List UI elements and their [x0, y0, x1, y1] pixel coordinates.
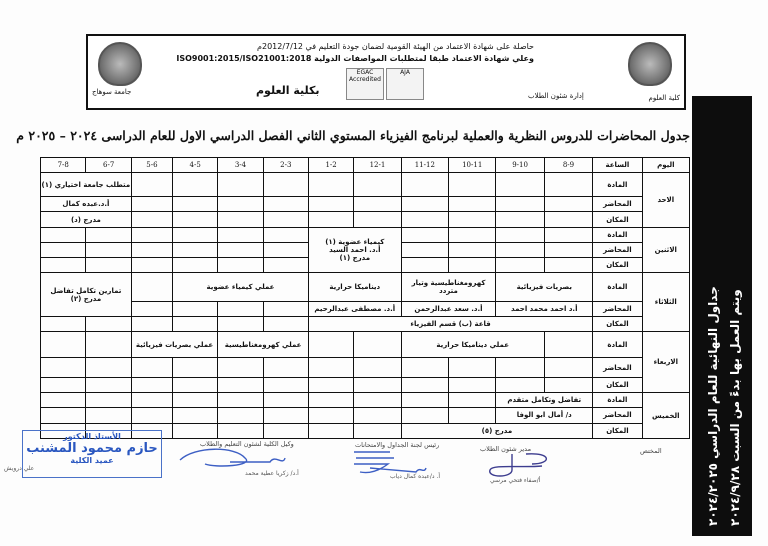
row-label-lecturer: المحاضر — [593, 197, 642, 212]
vice-dean-signature-icon — [175, 444, 295, 470]
tuesday-em-lecturer: أ.د. سعد عبدالرحمن — [401, 301, 496, 316]
affairs-signature-icon — [482, 450, 552, 480]
day-thursday: الخميس — [642, 393, 689, 439]
aja-cert-icon: AJA — [386, 68, 424, 100]
university-logo-icon — [98, 42, 142, 86]
hour-12-1: 12-1 — [354, 158, 401, 173]
tuesday-calculus-title: تمارين تكامل تفاضل — [50, 286, 122, 295]
banner-line-1: جداول النهائية للعام الدراسي ٢٠٢٤/٢٠٢٥ — [706, 286, 720, 526]
tuesday-thermodynamics: ديناميكا حرارية — [308, 273, 401, 301]
row-label-lecturer: المحاضر — [593, 358, 642, 378]
faculty-right-name: كلية العلوم — [648, 94, 680, 102]
row-label-subject: المادة — [593, 332, 642, 358]
row-label-lecturer: المحاضر — [593, 408, 642, 423]
sunday-elective-place: مدرج (د) — [41, 212, 132, 227]
row-label-lecturer: المحاضر — [593, 301, 642, 316]
effective-date-banner — [692, 96, 752, 536]
monday-subject-row — [41, 227, 690, 242]
day-tuesday: الثلاثاء — [642, 273, 689, 332]
schedule-table — [40, 157, 690, 439]
hour-10-11: 10-11 — [449, 158, 496, 173]
tuesday-lecturer-row — [41, 301, 690, 316]
hour-5-6: 5-6 — [131, 158, 172, 173]
row-label-subject: المادة — [593, 227, 642, 242]
stamp-extra: علي درويش — [4, 465, 35, 472]
thursday-lecturer-row — [41, 408, 690, 423]
tuesday-optics-lecturer: أ.د احمد محمد احمد — [496, 301, 593, 316]
row-label-lecturer: المحاضر — [593, 242, 642, 257]
row-label-place: المكان — [593, 377, 642, 392]
hour-11-12: 11-12 — [401, 158, 448, 173]
row-label-place: المكان — [593, 423, 642, 438]
hour-header: الساعة — [593, 158, 642, 173]
hour-3-4: 3-4 — [218, 158, 263, 173]
document-title: جدول المحاضرات للدروس النظرية والعملية لبرنامج الفيزياء المستوي الثاني الفصل الدراسي الاول للعام الدراسى ٢٠٢٤ – ٢٠٢٥ م — [16, 128, 690, 143]
sunday-elective-lecturer: أ.د.عبده كمال — [41, 197, 132, 212]
vice-dean-label: وكيل الكلية لشئون التعليم والطلاب — [200, 440, 294, 448]
thursday-calculus-lecturer: د/ أمال ابو الوفا — [496, 408, 593, 423]
banner-line-2: ويتم العمل بها بدءً من السبت ٢٠٢٤/٩/٢٨ — [728, 289, 742, 526]
affairs-name: أ/صفاء فتحي مرسي — [490, 477, 541, 484]
committee-label: رئيس لجنة الجداول والامتحانات — [355, 441, 440, 449]
tuesday-electromagnetism: كهرومغناطيسية وتيار متردد — [401, 273, 496, 301]
hour-2-3: 2-3 — [263, 158, 308, 173]
faculty-logo-icon — [628, 42, 672, 86]
hour-6-7: 6-7 — [86, 158, 131, 173]
row-label-place: المكان — [593, 258, 642, 273]
wednesday-practical-em: عملي كهرومغناطيسية — [218, 332, 309, 358]
thursday-subject-row — [41, 393, 690, 408]
vice-dean-name: أ.د/ زكريا عطية محمد — [245, 470, 299, 477]
day-sunday: الاحد — [642, 173, 689, 227]
egac-cert-icon: EGAC Accredited — [346, 68, 384, 100]
monday-organic-chem — [308, 227, 401, 273]
day-wednesday: الاربعاء — [642, 332, 689, 393]
sunday-place-row — [41, 212, 690, 227]
accreditation-line-1: حاصلة على شهادة الاعتماد من الهيئة القومية لضمان جودة التعليم في 2012/7/12م — [257, 42, 534, 51]
committee-name: أ. د/عبده كمال دياب — [390, 473, 441, 480]
stamp-name: حازم محمود المشنب — [26, 441, 158, 456]
row-label-subject: المادة — [593, 173, 642, 197]
stamp-title: الأستاذ الدكتور — [63, 432, 121, 441]
faculty-center-title: بكلية العلوم — [256, 84, 320, 97]
hour-1-2: 1-2 — [308, 158, 353, 173]
row-label-place: المكان — [593, 316, 642, 331]
hour-9-10: 9-10 — [496, 158, 544, 173]
tuesday-calculus-place: مدرج (٢) — [70, 294, 102, 303]
tuesday-physical-optics: بصريات فيزيائية — [496, 273, 593, 301]
wednesday-place-row — [41, 377, 690, 392]
sunday-subject-row — [41, 173, 690, 197]
thursday-advanced-calculus: تفاضل وتكامل متقدم — [496, 393, 593, 408]
wednesday-subject-row — [41, 332, 690, 358]
letterhead — [86, 34, 686, 110]
dean-stamp — [22, 430, 162, 478]
department-name: إدارة شئون الطلاب — [528, 92, 584, 100]
stamp-role: عميد الكلية — [70, 456, 114, 465]
wednesday-lecturer-row — [41, 358, 690, 378]
tuesday-subject-row — [41, 273, 690, 301]
affairs-label: مدير شئون الطلاب — [480, 445, 532, 453]
hour-8-9: 8-9 — [544, 158, 592, 173]
tuesday-calculus-exercises — [41, 273, 132, 317]
monday-organic-lecturer: أ.د. احمد السيد — [329, 245, 381, 254]
tuesday-hall: قاعة (ب) قسم الفيزياء — [308, 316, 592, 331]
monday-organic-place: مدرج (١) — [339, 254, 371, 263]
university-name: جامعة سوهاج — [92, 88, 132, 96]
hour-7-8: 7-8 — [41, 158, 86, 173]
row-label-subject: المادة — [593, 273, 642, 301]
monday-organic-subject: كيمياء عضوية (١) — [325, 237, 385, 246]
hours-header-row — [41, 158, 690, 173]
tuesday-practical-organic: عملي كيمياء عضوية — [173, 273, 309, 301]
sunday-lecturer-row — [41, 197, 690, 212]
row-label-subject: المادة — [593, 393, 642, 408]
day-monday: الاثنين — [642, 227, 689, 273]
row-label-place: المكان — [593, 212, 642, 227]
sunday-elective-subject: متطلب جامعة اختياري (١) — [41, 173, 132, 197]
tuesday-place-row — [41, 316, 690, 331]
hour-4-5: 4-5 — [173, 158, 218, 173]
specialist-label: المختص — [640, 447, 662, 455]
thursday-calculus-place: مدرج (٥) — [401, 423, 593, 438]
wednesday-practical-optics: عملي بصريات فيزيائية — [131, 332, 218, 358]
wednesday-practical-thermo: عملي ديناميكا حرارية — [401, 332, 544, 358]
day-header: اليوم — [642, 158, 689, 173]
tuesday-thermo-lecturer: أ.د. مصطفى عبدالرحيم — [308, 301, 401, 316]
accreditation-line-2: وعلي شهادة الاعتماد طبقا لمتطلبات المواصفات الدولية ISO9001:2015/ISO21001:2018 — [176, 54, 534, 63]
